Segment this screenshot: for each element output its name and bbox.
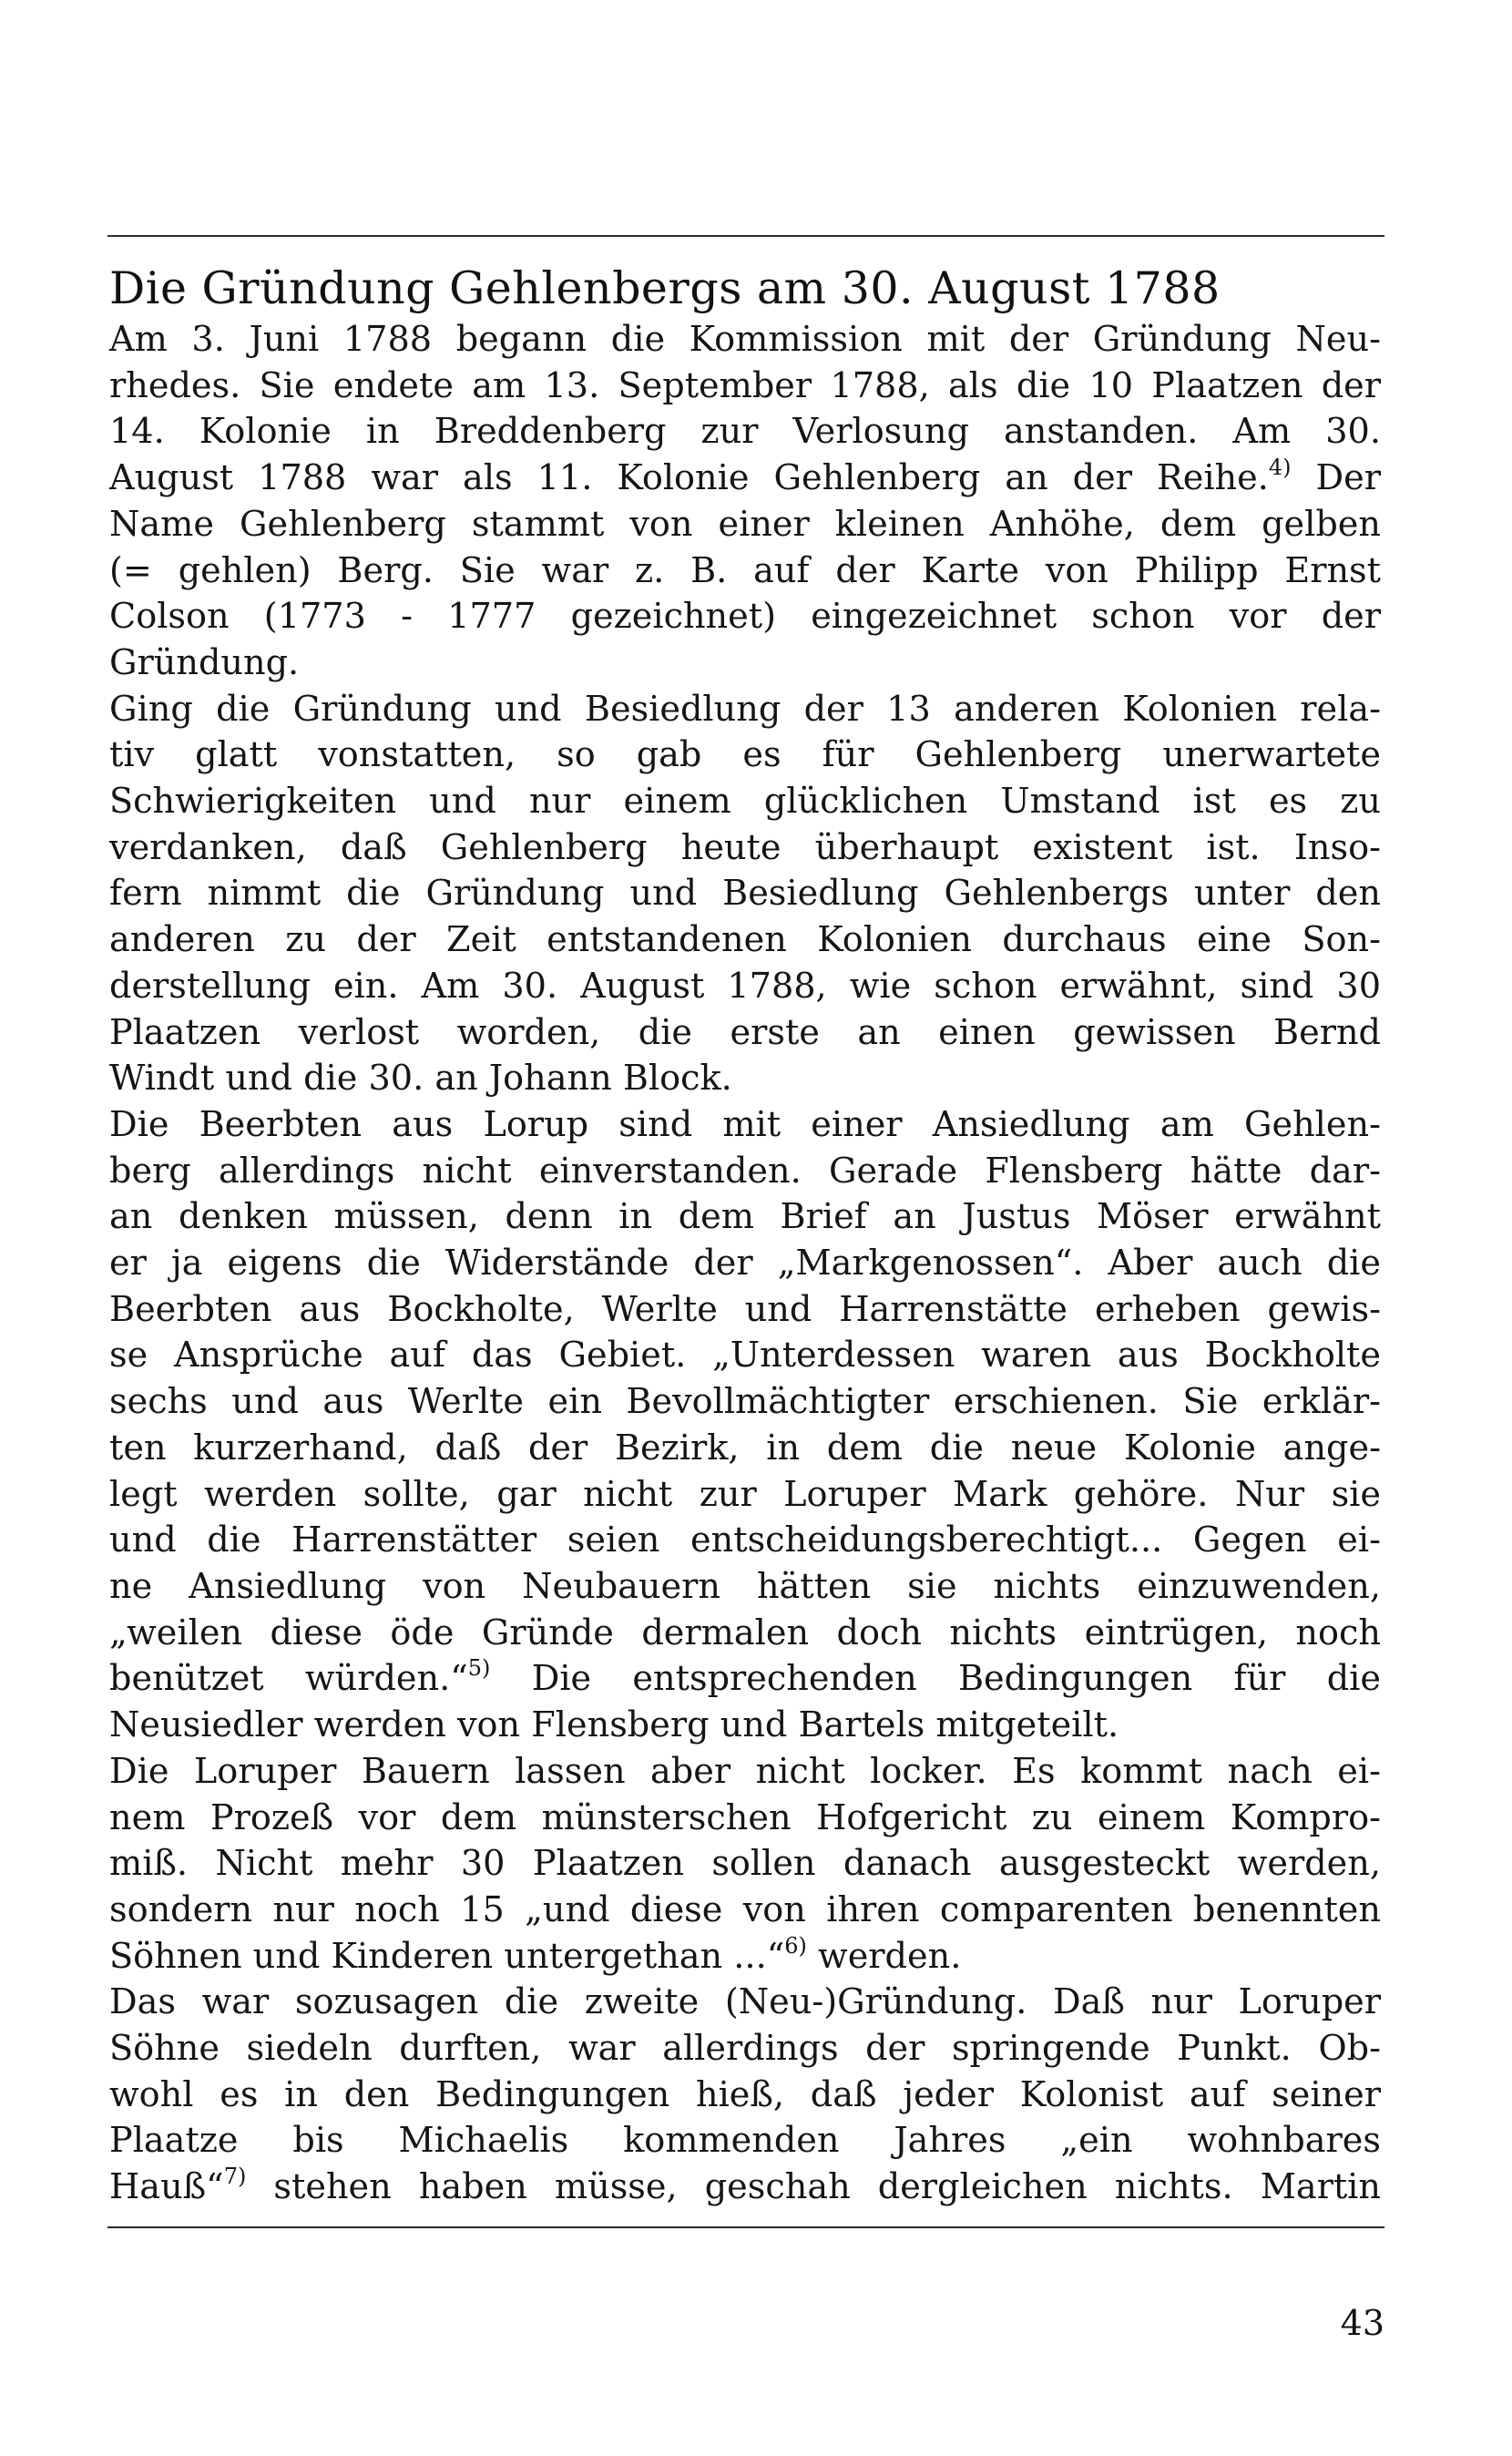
line-text: 14. Kolonie in Breddenberg zur Verlosung anstanden. Am 30. [109, 412, 1381, 453]
text-line [109, 1611, 1381, 1657]
text-line [109, 363, 1381, 410]
line-text: Colson (1773 - 1777 gezeichnet) eingezeichnet schon vor der [109, 597, 1381, 638]
line-text: verdanken, daß Gehlenberg heute überhaupt existent ist. Inso- [109, 827, 1381, 868]
text-line [109, 455, 1381, 502]
text-line [109, 1102, 1381, 1149]
line-text: wohl es in den Bedingungen hieß, daß jeder Kolonist auf seiner [109, 2074, 1381, 2115]
line-text: tiv glatt vonstatten, so gab es für Gehlenberg unerwartete [109, 735, 1381, 776]
text-line [109, 1010, 1381, 1057]
line-text: sechs und aus Werlte ein Bevollmächtigter erschienen. Sie erklär- [109, 1382, 1381, 1423]
text-line [109, 1379, 1381, 1426]
text-line [109, 317, 1381, 363]
line-text: nem Prozeß vor dem münsterschen Hofgericht zu einem Kompro- [109, 1797, 1381, 1838]
text-line [109, 825, 1381, 872]
text-line [109, 548, 1381, 595]
text-line [109, 1518, 1381, 1564]
text-line [109, 640, 1381, 687]
line-text: Neusiedler werden von Flensberg und Bartels mitgeteilt. [109, 1705, 1119, 1746]
line-text-continued: Die entsprechenden Bedingungen für die [490, 1659, 1381, 1700]
text-line [109, 502, 1381, 548]
top-rule [107, 235, 1384, 237]
line-text: Beerbten aus Bockholte, Werlte und Harrenstätte erheben gewis- [109, 1289, 1381, 1330]
line-text: Name Gehlenberg stammt von einer kleinen Anhöhe, dem gelben [109, 504, 1381, 545]
line-text: Söhne siedeln durften, war allerdings der springende Punkt. Ob- [109, 2029, 1381, 2070]
paragraph [109, 1102, 1381, 1749]
line-text-continued: stehen haben müsse, geschah dergleichen nichts. Martin [246, 2167, 1381, 2208]
text-line [109, 2164, 1381, 2211]
text-line [109, 1796, 1381, 1842]
text-line [109, 1841, 1381, 1888]
line-text: Hauß“ [109, 2167, 224, 2208]
line-text: Plaatze bis Michaelis kommenden Jahres „ein wohnbares [109, 2121, 1381, 2162]
footnote-marker: 6) [784, 1932, 807, 1959]
line-text: legt werden sollte, gar nicht zur Loruper Mark gehöre. Nur sie [109, 1474, 1381, 1515]
paragraph [109, 1980, 1381, 2211]
line-text: Die Beerbten aus Lorup sind mit einer Ansiedlung am Gehlen- [109, 1104, 1381, 1145]
text-line [109, 1564, 1381, 1611]
text-line [109, 871, 1381, 917]
text-line [109, 1703, 1381, 1749]
text-line [109, 1194, 1381, 1241]
line-text-continued: Der [1291, 458, 1381, 499]
line-text: Gründung. [109, 642, 300, 683]
line-text: ne Ansiedlung von Neubauern hätten sie nichts einzuwenden, [109, 1566, 1381, 1607]
text-line [109, 409, 1381, 455]
line-text: Am 3. Juni 1788 begann die Kommission mit der Gründung Neu- [109, 320, 1381, 360]
line-text: ten kurzerhand, daß der Bezirk, in dem die neue Kolonie ange- [109, 1428, 1381, 1468]
line-text: Ging die Gründung und Besiedlung der 13 anderen Kolonien rela- [109, 689, 1381, 730]
paragraph [109, 1749, 1381, 1980]
line-text: Söhnen und Kinderen untergethan ...“ [109, 1936, 785, 1977]
text-line [109, 1149, 1381, 1195]
text-line [109, 1056, 1381, 1102]
line-text-continued: werden. [806, 1936, 962, 1977]
text-line [109, 1888, 1381, 1934]
line-text: anderen zu der Zeit entstandenen Kolonien durchaus eine Son- [109, 920, 1381, 961]
line-text: fern nimmt die Gründung und Besiedlung Gehlenbergs unter den [109, 874, 1381, 915]
line-text: er ja eigens die Widerstände der „Markgenossen“. Aber auch die [109, 1243, 1381, 1284]
text-line [109, 1426, 1381, 1472]
text-line [109, 594, 1381, 640]
text-line [109, 1749, 1381, 1796]
line-text: (= gehlen) Berg. Sie war z. B. auf der Karte von Philipp Ernst [109, 550, 1381, 591]
text-line [109, 2072, 1381, 2119]
footnote-marker: 4) [1268, 455, 1292, 481]
paragraph [109, 317, 1381, 687]
paragraph [109, 687, 1381, 1102]
line-text: an denken müssen, denn in dem Brief an Justus Möser erwähnt [109, 1197, 1381, 1238]
text-line [109, 1472, 1381, 1519]
line-text: rhedes. Sie endete am 13. September 1788, als die 10 Plaatzen der [109, 365, 1381, 406]
text-line [109, 1287, 1381, 1334]
line-text: Das war sozusagen die zweite (Neu-)Gründung. Daß nur Loruper [109, 1982, 1381, 2023]
line-text: derstellung ein. Am 30. August 1788, wie schon erwähnt, sind 30 [109, 966, 1381, 1007]
line-text: miß. Nicht mehr 30 Plaatzen sollen danach ausgesteckt werden, [109, 1844, 1381, 1885]
text-line [109, 1241, 1381, 1287]
line-text: August 1788 war als 11. Kolonie Gehlenberg an der Reihe. [109, 458, 1269, 499]
page-number: 43 [1340, 2303, 1384, 2343]
line-text: Plaatzen verlost worden, die erste an einen gewissen Bernd [109, 1012, 1381, 1053]
text-line [109, 2118, 1381, 2164]
line-text: berg allerdings nicht einverstanden. Gerade Flensberg hätte dar- [109, 1151, 1381, 1192]
text-line [109, 964, 1381, 1010]
footnote-marker: 5) [467, 1655, 491, 1682]
line-text: sondern nur noch 15 „und diese von ihren comparenten benennten [109, 1889, 1381, 1930]
text-line [109, 1333, 1381, 1379]
text-line [109, 1656, 1381, 1703]
line-text: benützet würden.“ [109, 1659, 468, 1700]
line-text: „weilen diese öde Gründe dermalen doch nichts eintrügen, noch [109, 1612, 1381, 1653]
footnote-marker: 7) [223, 2164, 247, 2190]
line-text: Schwierigkeiten und nur einem glücklichen Umstand ist es zu [109, 782, 1381, 823]
text-line [109, 732, 1381, 779]
line-text: und die Harrenstätter seien entscheidungsberechtigt... Gegen ei- [109, 1520, 1381, 1561]
text-line [109, 1934, 1381, 1980]
text-line [109, 687, 1381, 733]
body-text [109, 317, 1381, 2211]
line-text: Die Loruper Bauern lassen aber nicht locker. Es kommt nach ei- [109, 1751, 1381, 1792]
text-line [109, 1980, 1381, 2026]
text-line [109, 2026, 1381, 2072]
text-line [109, 779, 1381, 825]
section-heading: Die Gründung Gehlenbergs am 30. August 1788 [109, 262, 1221, 314]
line-text: se Ansprüche auf das Gebiet. „Unterdessen waren aus Bockholte [109, 1335, 1381, 1376]
text-line [109, 917, 1381, 964]
bottom-rule [107, 2226, 1384, 2228]
line-text: Windt und die 30. an Johann Block. [109, 1059, 732, 1100]
